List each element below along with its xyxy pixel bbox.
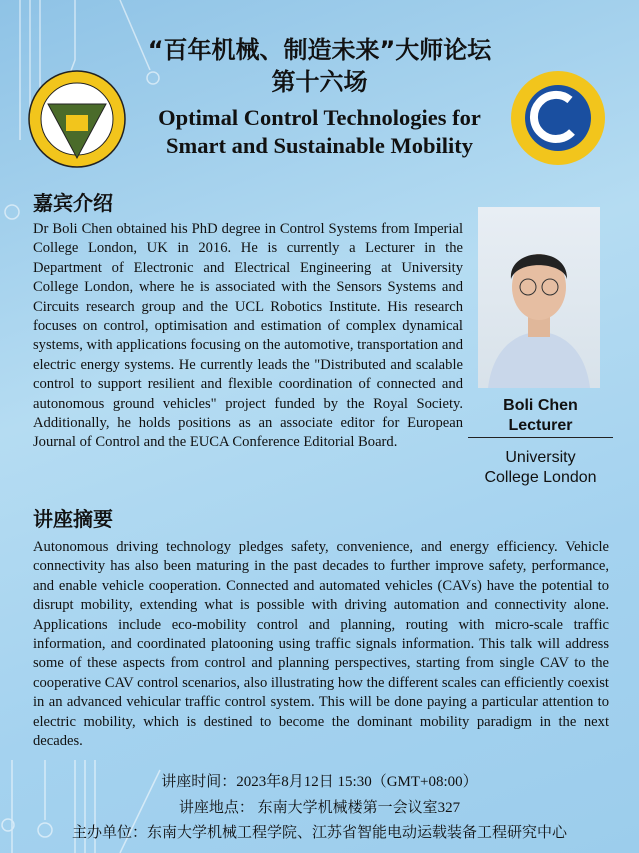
forum-title: “百年机械、制造未来”大师论坛 xyxy=(147,36,492,64)
speaker-affiliation-1: University xyxy=(505,449,576,466)
speaker-name: Boli Chen xyxy=(503,397,578,414)
abstract-text: Autonomous driving technology pledges safety, convenience, and energy efficiency. Vehicle connectivity has also been maturing in the past decades to further improve safety, performance, and enable vehicle cooperation. Connected and automated vehicles (CAVs) have the potential to disrupt mobility, extending what is possible with driving automation and connectivity alone. Applications include eco-mobility control and planning, routing with micro-scale traffic information, and coordinated platooning using traffic signals information. This talk will address some of these aspects from control and planning perspectives, starting from single CAV to the cooperative CAV control scenarios, also illustrating how the different scales can efficiently coexist in an advanced vehicular traffic control system. This will be done paying a particular attention to electric mobility, which is destined to become the dominant mobility paradigm in the next decades. xyxy=(33,539,609,750)
mechanical-school-logo xyxy=(510,70,606,166)
host-organization: 主办单位：东南大学机械工程学院、江苏省智能电动运载装备工程研究中心 xyxy=(71,825,567,841)
speaker-affiliation-2: College London xyxy=(484,469,597,486)
lecture-title-line-2: Smart and Sustainable Mobility xyxy=(166,133,473,158)
southeast-university-logo xyxy=(28,70,126,168)
bio-text: Dr Boli Chen obtained his PhD degree in Control Systems from Imperial College London, UK in 2016. He is currently a Lecturer in the Department of Electronic and Electrical Engineering at University College London, where he is associated with the Sensors Systems and Circuits research group and the UCL Robotics Institute. His research focuses on control, optimisation and estimation of complex dynamical systems, with applications focusing on the automotive, transportation and electric energy systems. He currently leads the "Distributed and scalable control to support resilient and flexible coordination of connected and autonomous ground vehicles" project funded by the Royal Society. Additionally, he holds positions as an associate editor for European Journal of Control and the EUCA Conference Editorial Board. xyxy=(33,221,463,451)
abstract-heading: 讲座摘要 xyxy=(33,507,113,531)
lecture-place: 讲座地点： 东南大学机械楼第一会议室327 xyxy=(178,800,461,816)
lecture-title-line-1: Optimal Control Technologies for xyxy=(158,105,481,130)
lecture-time: 讲座时间：2023年8月12日 15:30（GMT+08:00） xyxy=(161,774,478,790)
speaker-title: Lecturer xyxy=(468,417,613,438)
session-number: 第十六场 xyxy=(271,68,368,96)
bio-heading: 嘉宾介绍 xyxy=(33,191,113,215)
speaker-photo xyxy=(478,207,600,388)
